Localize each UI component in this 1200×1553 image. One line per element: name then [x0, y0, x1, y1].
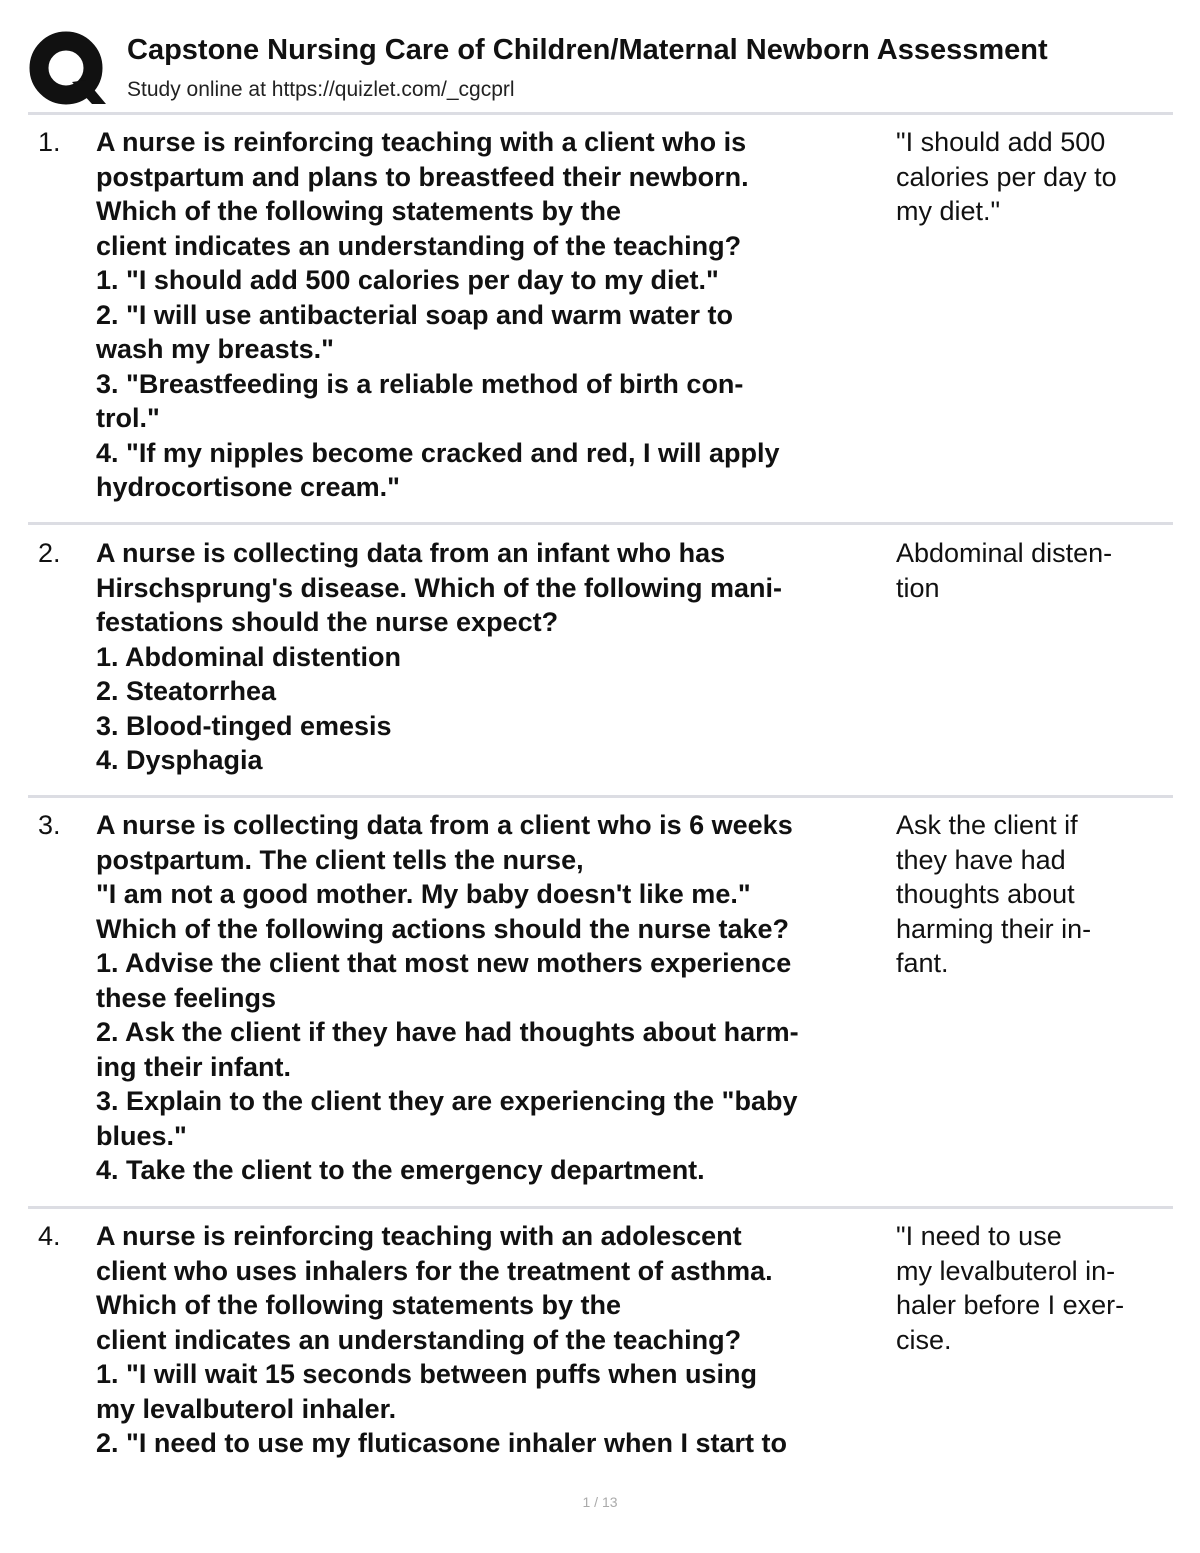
- question-line: 3. "Breastfeeding is a reliable method of birth con-: [96, 368, 744, 399]
- question-line: postpartum and plans to breastfeed their newborn.: [96, 161, 749, 192]
- question-line: 4. Dysphagia: [96, 745, 263, 775]
- question-number: 3.: [38, 810, 61, 840]
- answer-text: [896, 125, 1176, 229]
- divider: [28, 795, 1173, 798]
- question-line: A nurse is reinforcing teaching with an adolescent: [96, 1221, 742, 1251]
- question-line: these feelings: [96, 982, 277, 1013]
- document-title: Capstone Nursing Care of Children/Maternal Newborn Assessment: [127, 34, 1048, 66]
- answer-line: my diet.": [896, 196, 1001, 226]
- question-line: 4. Take the client to the emergency department.: [96, 1155, 705, 1185]
- question-line: 3. Explain to the client they are experiencing the "baby: [96, 1086, 798, 1116]
- question-line: 1. "I should add 500 calories per day to my diet.": [96, 265, 719, 295]
- quizlet-logo-icon: [28, 30, 108, 110]
- answer-text: [896, 1219, 1176, 1357]
- answer-line: harming their in-: [896, 913, 1092, 944]
- question-text: [96, 1219, 896, 1461]
- question-line: 1. "I will wait 15 seconds between puffs when using: [96, 1359, 757, 1389]
- answer-line: calories per day to: [896, 161, 1117, 192]
- question-text: [96, 808, 896, 1188]
- question-line: 4. "If my nipples become cracked and red, I will apply: [96, 437, 780, 468]
- document-header: [28, 30, 1173, 110]
- question-line: 2. "I will use antibacterial soap and warm water to: [96, 299, 733, 330]
- question-line: Hirschsprung's disease. Which of the following mani-: [96, 572, 782, 603]
- question-number: 4.: [38, 1221, 61, 1251]
- answer-text: [896, 536, 1176, 605]
- answer-line: they have had: [896, 844, 1066, 875]
- page-number: 1 / 13: [582, 1494, 618, 1510]
- question-line: A nurse is reinforcing teaching with a client who is: [96, 127, 747, 157]
- answer-line: cise.: [896, 1324, 952, 1355]
- answer-line: tion: [896, 572, 940, 603]
- question-line: postpartum. The client tells the nurse,: [96, 844, 584, 875]
- question-text: [96, 536, 896, 778]
- question-line: A nurse is collecting data from an infant who has: [96, 538, 726, 568]
- answer-line: Abdominal disten-: [896, 538, 1113, 568]
- question-line: blues.": [96, 1120, 187, 1151]
- question-line: festations should the nurse expect?: [96, 607, 559, 637]
- answer-line: "I need to use: [896, 1221, 1062, 1251]
- divider: [28, 522, 1173, 525]
- question-line: 1. Abdominal distention: [96, 641, 402, 672]
- answer-text: [896, 808, 1176, 981]
- question-line: my levalbuterol inhaler.: [96, 1393, 397, 1424]
- question-line: 2. Ask the client if they have had thoughts about harm-: [96, 1017, 799, 1047]
- question-line: client who uses inhalers for the treatment of asthma.: [96, 1255, 773, 1286]
- question-number: 1.: [38, 127, 61, 157]
- question-line: 2. "I need to use my fluticasone inhaler when I start to: [96, 1428, 787, 1458]
- question-line: Which of the following actions should the nurse take?: [96, 913, 790, 944]
- answer-line: my levalbuterol in-: [896, 1255, 1116, 1286]
- answer-line: thoughts about: [896, 879, 1075, 909]
- answer-line: haler before I exer-: [896, 1290, 1125, 1320]
- question-line: Which of the following statements by the: [96, 1290, 622, 1320]
- question-line: A nurse is collecting data from a client who is 6 weeks: [96, 810, 793, 840]
- answer-line: "I should add 500: [896, 127, 1106, 157]
- question-line: client indicates an understanding of the teaching?: [96, 1324, 742, 1355]
- question-line: 2. Steatorrhea: [96, 676, 277, 706]
- question-line: client indicates an understanding of the teaching?: [96, 230, 742, 261]
- answer-line: fant.: [896, 948, 949, 978]
- question-line: wash my breasts.": [96, 334, 334, 364]
- question-text: [96, 125, 896, 505]
- question-line: hydrocortisone cream.": [96, 472, 400, 502]
- question-line: "I am not a good mother. My baby doesn't like me.": [96, 879, 751, 909]
- divider: [28, 1206, 1173, 1209]
- divider: [28, 112, 1173, 115]
- question-line: trol.": [96, 403, 160, 433]
- question-number: 2.: [38, 538, 61, 568]
- study-online-link[interactable]: Study online at https://quizlet.com/_cgcprl: [127, 78, 515, 101]
- question-line: 1. Advise the client that most new mothers experience: [96, 948, 792, 978]
- question-line: ing their infant.: [96, 1051, 291, 1082]
- question-line: Which of the following statements by the: [96, 196, 622, 226]
- answer-line: Ask the client if: [896, 810, 1078, 840]
- question-line: 3. Blood-tinged emesis: [96, 710, 392, 741]
